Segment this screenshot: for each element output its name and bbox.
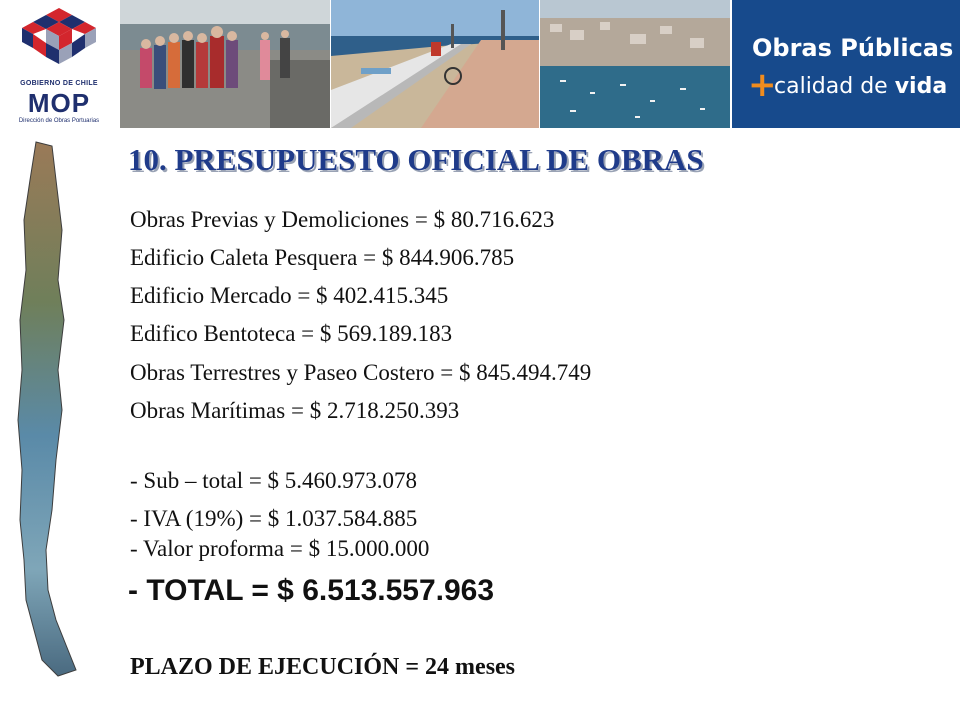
brand-subtitle: calidad de vida [774,74,948,99]
proforma-line: - Valor proforma = $ 15.000.000 [130,536,430,561]
brand-plus-icon: + [748,65,777,105]
logo-mop-text: MOP [27,88,91,118]
slide-title: 10. PRESUPUESTO OFICIAL DE OBRAS [128,142,704,177]
government-cube-logo-icon [20,6,98,80]
logo-directorate-text: Dirección de Obras Portuarias [18,118,100,124]
budget-item-bentoteca: Edifico Bentoteca = $ 569.189.183 [130,321,453,346]
logo-government-text: GOBIERNO DE CHILE [20,80,98,87]
photo-promenade [331,0,539,128]
photo-children-shore [120,0,330,128]
budget-item-previas: Obras Previas y Demoliciones = $ 80.716.623 [130,207,555,232]
photo-aerial-bay [540,0,730,128]
total-line: - TOTAL = $ 6.513.557.963 [128,574,495,607]
chile-map-illustration [6,140,86,680]
budget-item-mercado: Edificio Mercado = $ 402.415.345 [130,283,449,308]
mop-logo [0,0,118,128]
budget-item-terrestres: Obras Terrestres y Paseo Costero = $ 845.494.749 [130,360,592,385]
brand-banner [732,0,960,128]
subtotal-line: - Sub – total = $ 5.460.973.078 [130,468,418,493]
budget-item-maritimas: Obras Marítimas = $ 2.718.250.393 [130,398,460,423]
brand-title: Obras Públicas [752,34,954,62]
plazo-line: PLAZO DE EJECUCIÓN = 24 meses [130,654,516,680]
budget-item-caleta: Edificio Caleta Pesquera = $ 844.906.785 [130,245,515,270]
iva-line: - IVA (19%) = $ 1.037.584.885 [130,506,418,531]
